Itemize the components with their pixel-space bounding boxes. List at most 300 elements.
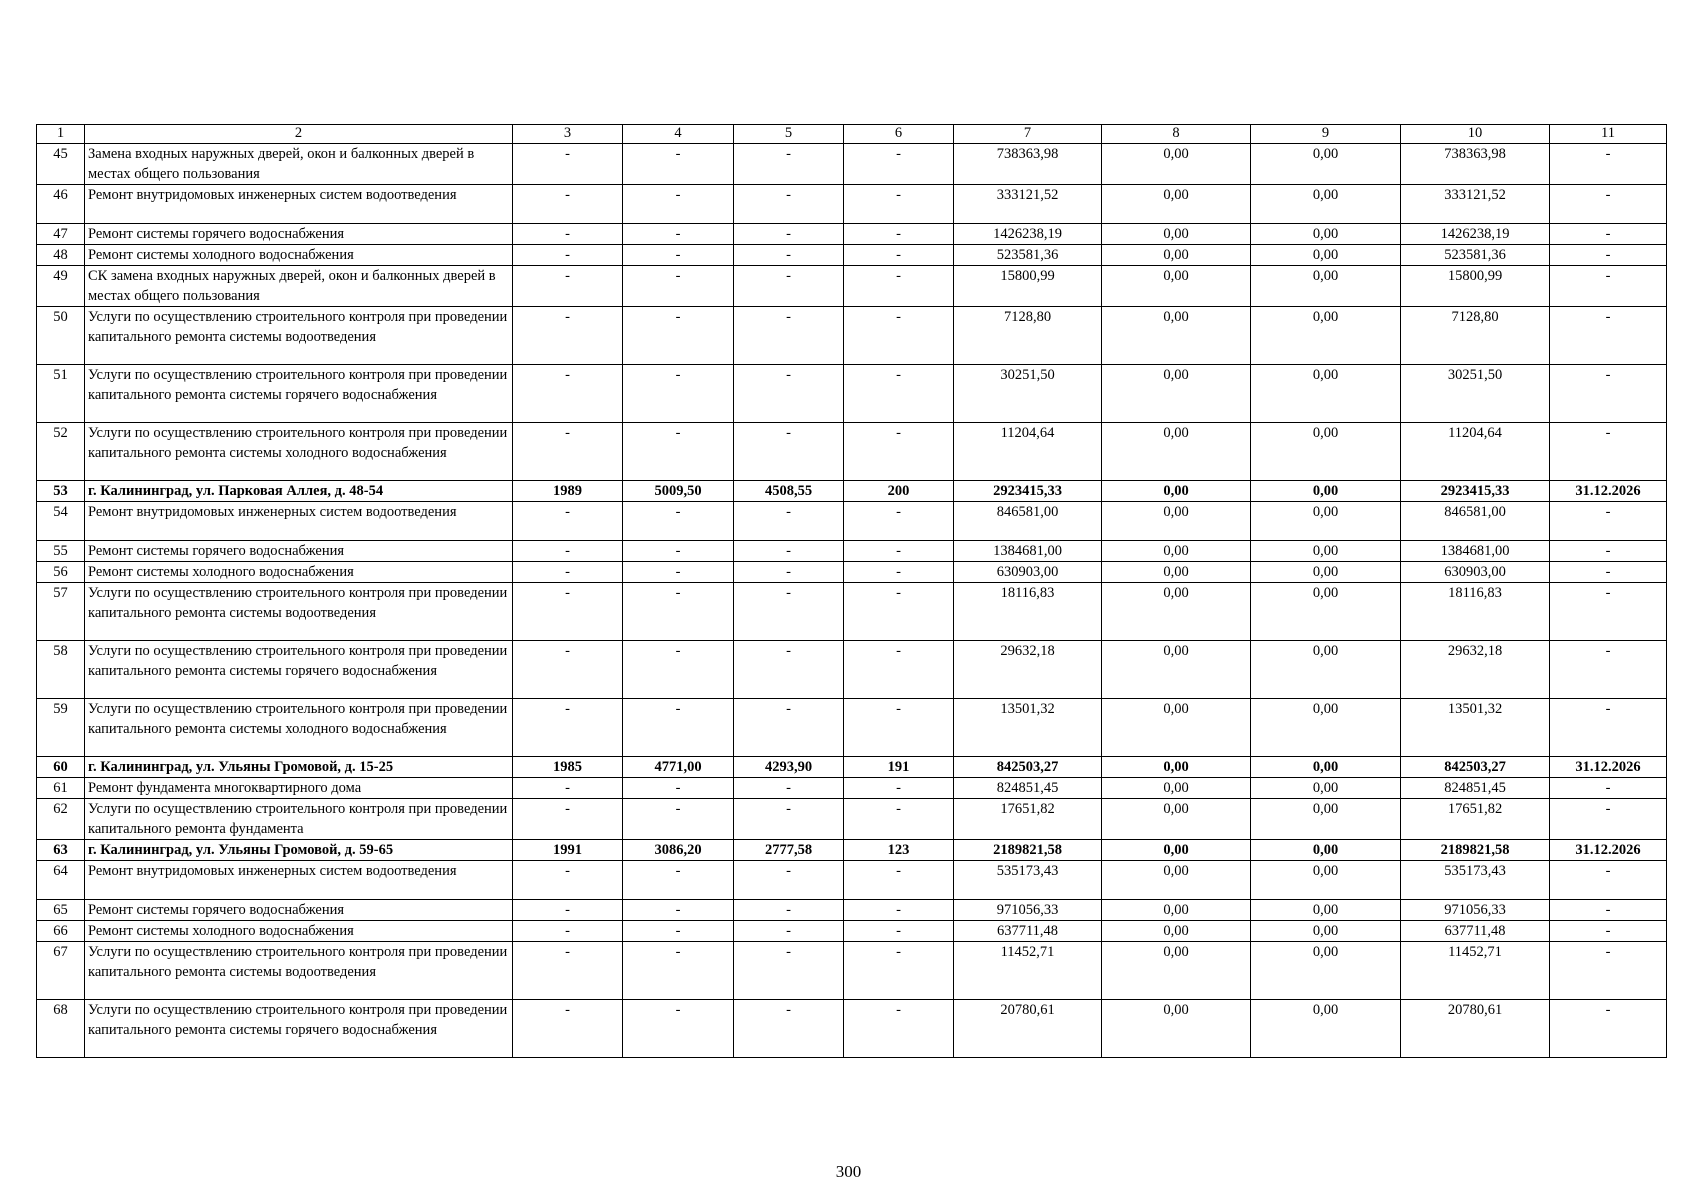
cell-col9: 0,00 — [1251, 423, 1401, 481]
cell-col10: 535173,43 — [1401, 861, 1550, 900]
cell-col9: 0,00 — [1251, 502, 1401, 541]
cell-col4: 3086,20 — [623, 840, 734, 861]
cell-col10: 15800,99 — [1401, 266, 1550, 307]
cell-col4: - — [623, 942, 734, 1000]
work-name: Услуги по осуществлению строительного контроля при проведении капитального ремонта системы водоотведения — [85, 583, 513, 641]
cell-col5: - — [734, 583, 844, 641]
cell-col9: 0,00 — [1251, 541, 1401, 562]
cell-col10: 13501,32 — [1401, 699, 1550, 757]
cell-col10: 842503,27 — [1401, 757, 1550, 778]
cell-col8: 0,00 — [1102, 942, 1251, 1000]
cell-col4: - — [623, 245, 734, 266]
work-name: г. Калининград, ул. Ульяны Громовой, д. 59-65 — [85, 840, 513, 861]
cell-col10: 2189821,58 — [1401, 840, 1550, 861]
cell-col3: 1985 — [513, 757, 623, 778]
cell-col11: - — [1550, 365, 1667, 423]
cell-col8: 0,00 — [1102, 502, 1251, 541]
work-name: СК замена входных наружных дверей, окон и балконных дверей в местах общего пользования — [85, 266, 513, 307]
work-name: Ремонт системы горячего водоснабжения — [85, 541, 513, 562]
cell-col9: 0,00 — [1251, 583, 1401, 641]
table-row — [37, 423, 1667, 481]
cell-col7: 17651,82 — [954, 799, 1102, 840]
cell-col11: - — [1550, 900, 1667, 921]
cell-col4: - — [623, 1000, 734, 1058]
cell-col7: 30251,50 — [954, 365, 1102, 423]
cell-col9: 0,00 — [1251, 562, 1401, 583]
table-row — [37, 1000, 1667, 1058]
table-row — [37, 365, 1667, 423]
cell-col5: - — [734, 861, 844, 900]
cell-col11: 31.12.2026 — [1550, 481, 1667, 502]
cell-col10: 7128,80 — [1401, 307, 1550, 365]
cell-col5: - — [734, 541, 844, 562]
cell-col9: 0,00 — [1251, 900, 1401, 921]
work-name: Ремонт внутридомовых инженерных систем водоотведения — [85, 185, 513, 224]
cell-col4: - — [623, 562, 734, 583]
cell-col7: 971056,33 — [954, 900, 1102, 921]
cell-col10: 738363,98 — [1401, 144, 1550, 185]
row-number: 65 — [37, 900, 85, 921]
table-row — [37, 224, 1667, 245]
table-body — [37, 144, 1667, 1058]
table-row — [37, 541, 1667, 562]
table-row — [37, 641, 1667, 699]
cell-col11: - — [1550, 942, 1667, 1000]
cell-col7: 13501,32 — [954, 699, 1102, 757]
cell-col6: - — [844, 224, 954, 245]
work-name: г. Калининград, ул. Парковая Аллея, д. 48-54 — [85, 481, 513, 502]
cell-col5: - — [734, 224, 844, 245]
cell-col9: 0,00 — [1251, 840, 1401, 861]
work-name: Услуги по осуществлению строительного контроля при проведении капитального ремонта системы холодного водоснабжения — [85, 699, 513, 757]
column-header: 10 — [1401, 125, 1550, 144]
row-number: 61 — [37, 778, 85, 799]
table-row — [37, 583, 1667, 641]
cell-col5: 4293,90 — [734, 757, 844, 778]
work-name: Ремонт системы холодного водоснабжения — [85, 245, 513, 266]
work-name: Услуги по осуществлению строительного контроля при проведении капитального ремонта системы холодного водоснабжения — [85, 423, 513, 481]
cell-col11: - — [1550, 1000, 1667, 1058]
cell-col6: - — [844, 245, 954, 266]
cell-col7: 7128,80 — [954, 307, 1102, 365]
cell-col5: - — [734, 942, 844, 1000]
cell-col11: - — [1550, 799, 1667, 840]
cell-col10: 17651,82 — [1401, 799, 1550, 840]
cell-col3: - — [513, 266, 623, 307]
work-name: Услуги по осуществлению строительного контроля при проведении капитального ремонта фундамента — [85, 799, 513, 840]
row-number: 63 — [37, 840, 85, 861]
row-number: 53 — [37, 481, 85, 502]
row-number: 46 — [37, 185, 85, 224]
table-row — [37, 699, 1667, 757]
cell-col4: - — [623, 502, 734, 541]
cell-col5: - — [734, 799, 844, 840]
cell-col10: 1426238,19 — [1401, 224, 1550, 245]
column-header: 5 — [734, 125, 844, 144]
cell-col11: - — [1550, 583, 1667, 641]
row-number: 47 — [37, 224, 85, 245]
cell-col8: 0,00 — [1102, 562, 1251, 583]
cell-col10: 333121,52 — [1401, 185, 1550, 224]
cell-col10: 30251,50 — [1401, 365, 1550, 423]
cell-col10: 523581,36 — [1401, 245, 1550, 266]
cell-col10: 18116,83 — [1401, 583, 1550, 641]
cell-col5: - — [734, 245, 844, 266]
cell-col10: 824851,45 — [1401, 778, 1550, 799]
cell-col8: 0,00 — [1102, 861, 1251, 900]
row-number: 45 — [37, 144, 85, 185]
cell-col11: - — [1550, 641, 1667, 699]
cell-col6: - — [844, 1000, 954, 1058]
cell-col9: 0,00 — [1251, 185, 1401, 224]
cell-col11: - — [1550, 224, 1667, 245]
column-header: 11 — [1550, 125, 1667, 144]
work-name: Ремонт фундамента многоквартирного дома — [85, 778, 513, 799]
cell-col10: 846581,00 — [1401, 502, 1550, 541]
row-number: 59 — [37, 699, 85, 757]
column-header: 6 — [844, 125, 954, 144]
cell-col11: - — [1550, 699, 1667, 757]
cell-col8: 0,00 — [1102, 481, 1251, 502]
cell-col8: 0,00 — [1102, 799, 1251, 840]
cell-col5: - — [734, 641, 844, 699]
column-header: 2 — [85, 125, 513, 144]
cell-col9: 0,00 — [1251, 307, 1401, 365]
cell-col6: - — [844, 799, 954, 840]
cell-col5: - — [734, 699, 844, 757]
cell-col9: 0,00 — [1251, 224, 1401, 245]
cell-col3: - — [513, 699, 623, 757]
row-number: 62 — [37, 799, 85, 840]
cell-col4: - — [623, 185, 734, 224]
cell-col6: - — [844, 365, 954, 423]
cell-col6: - — [844, 778, 954, 799]
cell-col7: 11204,64 — [954, 423, 1102, 481]
column-header: 8 — [1102, 125, 1251, 144]
page-number: 300 — [835, 1162, 862, 1181]
cell-col5: - — [734, 778, 844, 799]
cell-col3: - — [513, 921, 623, 942]
cell-col6: - — [844, 942, 954, 1000]
cell-col8: 0,00 — [1102, 840, 1251, 861]
cell-col11: - — [1550, 245, 1667, 266]
cell-col5: - — [734, 900, 844, 921]
row-number: 49 — [37, 266, 85, 307]
cell-col6: - — [844, 307, 954, 365]
cell-col11: - — [1550, 307, 1667, 365]
table-row — [37, 778, 1667, 799]
cell-col11: - — [1550, 921, 1667, 942]
work-name: Услуги по осуществлению строительного контроля при проведении капитального ремонта системы горячего водоснабжения — [85, 365, 513, 423]
cell-col4: - — [623, 144, 734, 185]
cell-col3: - — [513, 778, 623, 799]
column-header: 3 — [513, 125, 623, 144]
cell-col7: 20780,61 — [954, 1000, 1102, 1058]
cell-col3: - — [513, 1000, 623, 1058]
cell-col7: 2923415,33 — [954, 481, 1102, 502]
column-header: 4 — [623, 125, 734, 144]
cell-col5: - — [734, 1000, 844, 1058]
cell-col8: 0,00 — [1102, 144, 1251, 185]
cell-col8: 0,00 — [1102, 185, 1251, 224]
cell-col7: 738363,98 — [954, 144, 1102, 185]
cell-col3: 1991 — [513, 840, 623, 861]
cell-col11: - — [1550, 778, 1667, 799]
cell-col6: 191 — [844, 757, 954, 778]
cell-col4: - — [623, 699, 734, 757]
cell-col3: - — [513, 245, 623, 266]
cell-col7: 1384681,00 — [954, 541, 1102, 562]
row-number: 48 — [37, 245, 85, 266]
cell-col7: 18116,83 — [954, 583, 1102, 641]
works-table — [36, 124, 1667, 1058]
cell-col7: 2189821,58 — [954, 840, 1102, 861]
row-number: 55 — [37, 541, 85, 562]
cell-col6: - — [844, 144, 954, 185]
cell-col5: - — [734, 307, 844, 365]
cell-col4: - — [623, 900, 734, 921]
cell-col7: 630903,00 — [954, 562, 1102, 583]
cell-col7: 824851,45 — [954, 778, 1102, 799]
row-number: 68 — [37, 1000, 85, 1058]
cell-col8: 0,00 — [1102, 641, 1251, 699]
cell-col3: - — [513, 583, 623, 641]
cell-col11: - — [1550, 423, 1667, 481]
cell-col6: - — [844, 861, 954, 900]
cell-col10: 11204,64 — [1401, 423, 1550, 481]
row-number: 60 — [37, 757, 85, 778]
cell-col4: - — [623, 541, 734, 562]
cell-col7: 535173,43 — [954, 861, 1102, 900]
cell-col7: 15800,99 — [954, 266, 1102, 307]
work-name: Ремонт системы холодного водоснабжения — [85, 562, 513, 583]
cell-col4: - — [623, 778, 734, 799]
cell-col7: 11452,71 — [954, 942, 1102, 1000]
cell-col11: - — [1550, 502, 1667, 541]
row-number: 57 — [37, 583, 85, 641]
cell-col3: - — [513, 365, 623, 423]
table-row — [37, 307, 1667, 365]
cell-col9: 0,00 — [1251, 641, 1401, 699]
cell-col3: - — [513, 307, 623, 365]
row-number: 67 — [37, 942, 85, 1000]
work-name: Услуги по осуществлению строительного контроля при проведении капитального ремонта системы водоотведения — [85, 942, 513, 1000]
table-row — [37, 144, 1667, 185]
cell-col7: 842503,27 — [954, 757, 1102, 778]
cell-col5: - — [734, 144, 844, 185]
cell-col9: 0,00 — [1251, 757, 1401, 778]
cell-col8: 0,00 — [1102, 541, 1251, 562]
table-row — [37, 861, 1667, 900]
work-name: Ремонт системы холодного водоснабжения — [85, 921, 513, 942]
cell-col10: 20780,61 — [1401, 1000, 1550, 1058]
cell-col5: - — [734, 502, 844, 541]
cell-col8: 0,00 — [1102, 583, 1251, 641]
cell-col10: 630903,00 — [1401, 562, 1550, 583]
table-row — [37, 245, 1667, 266]
column-header: 7 — [954, 125, 1102, 144]
cell-col3: - — [513, 224, 623, 245]
cell-col8: 0,00 — [1102, 921, 1251, 942]
cell-col7: 29632,18 — [954, 641, 1102, 699]
row-number: 56 — [37, 562, 85, 583]
table-row — [37, 266, 1667, 307]
row-number: 58 — [37, 641, 85, 699]
cell-col4: - — [623, 861, 734, 900]
cell-col6: - — [844, 423, 954, 481]
cell-col3: - — [513, 185, 623, 224]
work-name: Услуги по осуществлению строительного контроля при проведении капитального ремонта системы горячего водоснабжения — [85, 641, 513, 699]
cell-col11: 31.12.2026 — [1550, 840, 1667, 861]
table-row — [37, 921, 1667, 942]
cell-col8: 0,00 — [1102, 778, 1251, 799]
work-name: Ремонт системы горячего водоснабжения — [85, 900, 513, 921]
cell-col3: - — [513, 562, 623, 583]
cell-col5: - — [734, 185, 844, 224]
cell-col8: 0,00 — [1102, 307, 1251, 365]
cell-col9: 0,00 — [1251, 699, 1401, 757]
table-row — [37, 562, 1667, 583]
table-row — [37, 185, 1667, 224]
cell-col5: - — [734, 921, 844, 942]
work-name: Ремонт системы горячего водоснабжения — [85, 224, 513, 245]
work-name: Ремонт внутридомовых инженерных систем водоотведения — [85, 502, 513, 541]
cell-col8: 0,00 — [1102, 423, 1251, 481]
cell-col8: 0,00 — [1102, 699, 1251, 757]
work-name: Ремонт внутридомовых инженерных систем водоотведения — [85, 861, 513, 900]
cell-col8: 0,00 — [1102, 900, 1251, 921]
table-row — [37, 900, 1667, 921]
cell-col4: - — [623, 365, 734, 423]
cell-col7: 637711,48 — [954, 921, 1102, 942]
cell-col10: 637711,48 — [1401, 921, 1550, 942]
cell-col6: 200 — [844, 481, 954, 502]
cell-col11: - — [1550, 266, 1667, 307]
cell-col11: - — [1550, 185, 1667, 224]
cell-col5: - — [734, 365, 844, 423]
row-number: 52 — [37, 423, 85, 481]
cell-col6: - — [844, 900, 954, 921]
row-number: 66 — [37, 921, 85, 942]
cell-col8: 0,00 — [1102, 266, 1251, 307]
cell-col4: - — [623, 224, 734, 245]
cell-col4: 5009,50 — [623, 481, 734, 502]
cell-col3: - — [513, 541, 623, 562]
cell-col7: 846581,00 — [954, 502, 1102, 541]
cell-col3: 1989 — [513, 481, 623, 502]
cell-col4: - — [623, 921, 734, 942]
cell-col5: - — [734, 266, 844, 307]
cell-col4: 4771,00 — [623, 757, 734, 778]
cell-col5: 4508,55 — [734, 481, 844, 502]
row-number: 64 — [37, 861, 85, 900]
row-number: 54 — [37, 502, 85, 541]
cell-col9: 0,00 — [1251, 245, 1401, 266]
work-name: Замена входных наружных дверей, окон и балконных дверей в местах общего пользования — [85, 144, 513, 185]
column-header: 9 — [1251, 125, 1401, 144]
cell-col7: 1426238,19 — [954, 224, 1102, 245]
cell-col3: - — [513, 861, 623, 900]
cell-col3: - — [513, 144, 623, 185]
column-number-row — [37, 125, 1667, 144]
cell-col8: 0,00 — [1102, 1000, 1251, 1058]
cell-col6: - — [844, 541, 954, 562]
cell-col6: 123 — [844, 840, 954, 861]
row-number: 50 — [37, 307, 85, 365]
cell-col9: 0,00 — [1251, 861, 1401, 900]
cell-col9: 0,00 — [1251, 1000, 1401, 1058]
cell-col11: - — [1550, 541, 1667, 562]
cell-col4: - — [623, 641, 734, 699]
cell-col9: 0,00 — [1251, 942, 1401, 1000]
table-row — [37, 799, 1667, 840]
cell-col4: - — [623, 307, 734, 365]
cell-col4: - — [623, 423, 734, 481]
cell-col10: 1384681,00 — [1401, 541, 1550, 562]
cell-col6: - — [844, 699, 954, 757]
work-name: г. Калининград, ул. Ульяны Громовой, д. 15-25 — [85, 757, 513, 778]
cell-col8: 0,00 — [1102, 365, 1251, 423]
cell-col9: 0,00 — [1251, 266, 1401, 307]
cell-col3: - — [513, 502, 623, 541]
cell-col10: 11452,71 — [1401, 942, 1550, 1000]
cell-col4: - — [623, 799, 734, 840]
cell-col3: - — [513, 942, 623, 1000]
cell-col6: - — [844, 562, 954, 583]
table-header — [37, 125, 1667, 144]
work-name: Услуги по осуществлению строительного контроля при проведении капитального ремонта системы водоотведения — [85, 307, 513, 365]
cell-col6: - — [844, 502, 954, 541]
cell-col9: 0,00 — [1251, 144, 1401, 185]
cell-col5: - — [734, 562, 844, 583]
cell-col11: - — [1550, 144, 1667, 185]
cell-col11: 31.12.2026 — [1550, 757, 1667, 778]
cell-col7: 333121,52 — [954, 185, 1102, 224]
row-number: 51 — [37, 365, 85, 423]
cell-col8: 0,00 — [1102, 224, 1251, 245]
cell-col10: 2923415,33 — [1401, 481, 1550, 502]
address-row — [37, 840, 1667, 861]
cell-col4: - — [623, 583, 734, 641]
address-row — [37, 757, 1667, 778]
cell-col9: 0,00 — [1251, 481, 1401, 502]
cell-col9: 0,00 — [1251, 799, 1401, 840]
cell-col3: - — [513, 423, 623, 481]
cell-col6: - — [844, 185, 954, 224]
cell-col9: 0,00 — [1251, 365, 1401, 423]
cell-col9: 0,00 — [1251, 778, 1401, 799]
cell-col10: 29632,18 — [1401, 641, 1550, 699]
cell-col3: - — [513, 900, 623, 921]
cell-col8: 0,00 — [1102, 245, 1251, 266]
cell-col9: 0,00 — [1251, 921, 1401, 942]
cell-col10: 971056,33 — [1401, 900, 1550, 921]
cell-col3: - — [513, 799, 623, 840]
cell-col6: - — [844, 583, 954, 641]
cell-col11: - — [1550, 861, 1667, 900]
cell-col5: - — [734, 423, 844, 481]
address-row — [37, 481, 1667, 502]
table-row — [37, 502, 1667, 541]
cell-col4: - — [623, 266, 734, 307]
cell-col5: 2777,58 — [734, 840, 844, 861]
table-row — [37, 942, 1667, 1000]
cell-col11: - — [1550, 562, 1667, 583]
cell-col7: 523581,36 — [954, 245, 1102, 266]
cell-col8: 0,00 — [1102, 757, 1251, 778]
cell-col6: - — [844, 641, 954, 699]
work-name: Услуги по осуществлению строительного контроля при проведении капитального ремонта системы горячего водоснабжения — [85, 1000, 513, 1058]
